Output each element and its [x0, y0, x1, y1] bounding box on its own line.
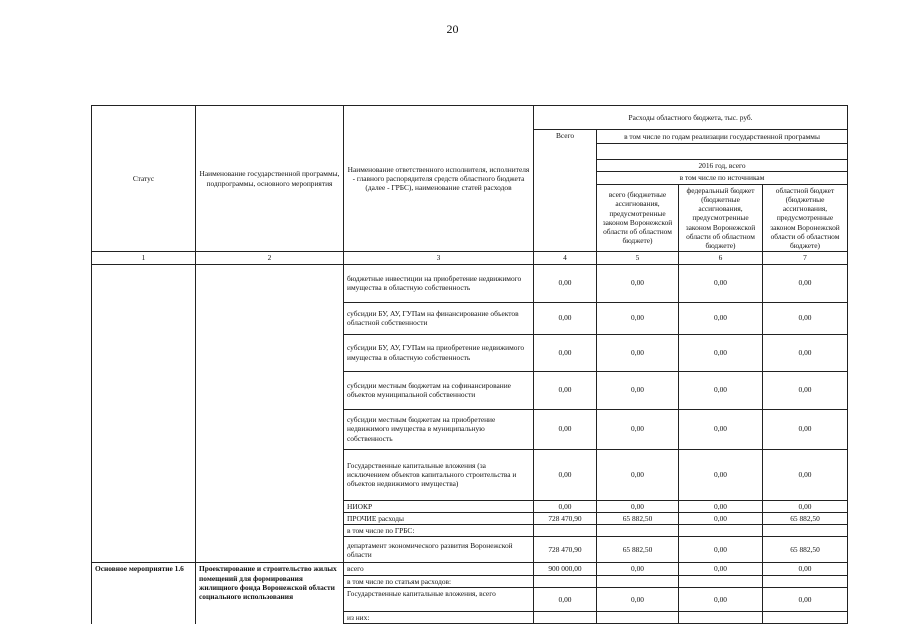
row-regional: 0,00	[763, 500, 848, 512]
header-program-name: Наименование государственной программы, подпрограммы, основного мероприятия	[196, 106, 344, 252]
row-all: 0,00	[597, 449, 679, 500]
row-federal	[679, 525, 763, 537]
row-name: субсидии местным бюджетам на приобретение недвижимого имущества в муниципальную собственность	[344, 409, 534, 449]
measure-row-total	[534, 575, 597, 587]
measure-row-name: всего	[344, 563, 534, 575]
row-regional: 65 882,50	[763, 537, 848, 563]
measure-row-total	[534, 611, 597, 623]
measure-row-regional: 0,00	[763, 587, 848, 611]
row-name: субсидии БУ, АУ, ГУПам на финансирование объектов областной собственности	[344, 302, 534, 334]
row-all: 0,00	[597, 409, 679, 449]
header-by-years: в том числе по годам реализации государственной программы	[597, 130, 848, 144]
row-all: 65 882,50	[597, 512, 679, 524]
header-source-regional: областной бюджет (бюджетные ассигнования, предусмотренные законом Воронежской области об областном бюджете)	[763, 184, 848, 252]
row-name: субсидии местным бюджетам на софинансирование объектов муниципальной собственности	[344, 371, 534, 409]
row-all: 0,00	[597, 500, 679, 512]
row-regional: 65 882,50	[763, 512, 848, 524]
row-name: Государственные капитальные вложения (за исключением объектов капитального строительства и объектов недвижимого имущества)	[344, 449, 534, 500]
measure-row-name: в том числе по статьям расходов:	[344, 575, 534, 587]
row-total: 0,00	[534, 334, 597, 371]
row-total: 0,00	[534, 409, 597, 449]
row-name: бюджетные инвестиции на приобретение недвижимого имущества в областную собственность	[344, 264, 534, 302]
row-all: 0,00	[597, 264, 679, 302]
measure-row-all: 0,00	[597, 587, 679, 611]
row-name: ПРОЧИЕ расходы	[344, 512, 534, 524]
row-federal: 0,00	[679, 409, 763, 449]
row-all: 0,00	[597, 334, 679, 371]
row-regional: 0,00	[763, 371, 848, 409]
measure-row-all: 0,00	[597, 563, 679, 575]
row-name: субсидии БУ, АУ, ГУПам на приобретение недвижимого имущества в областную собственность	[344, 334, 534, 371]
row-total: 0,00	[534, 371, 597, 409]
row-regional: 0,00	[763, 409, 848, 449]
row-total: 0,00	[534, 302, 597, 334]
row-federal: 0,00	[679, 334, 763, 371]
row-all: 0,00	[597, 302, 679, 334]
status-cell-empty	[92, 264, 196, 563]
measure-row-regional	[763, 611, 848, 623]
header-by-sources: в том числе по источникам	[597, 172, 848, 184]
row-regional: 0,00	[763, 302, 848, 334]
row-all	[597, 525, 679, 537]
measure-row-name: Государственные капитальные вложения, всего	[344, 587, 534, 611]
column-number: 7	[763, 252, 848, 264]
header-status: Статус	[92, 106, 196, 252]
measure-row-name: из них:	[344, 611, 534, 623]
row-federal: 0,00	[679, 449, 763, 500]
header-total: Всего	[534, 130, 597, 252]
measure-row-federal	[679, 611, 763, 623]
row-name: в том числе по ГРБС:	[344, 525, 534, 537]
row-federal: 0,00	[679, 371, 763, 409]
row-federal: 0,00	[679, 264, 763, 302]
row-federal: 0,00	[679, 512, 763, 524]
header-source-federal: федеральный бюджет (бюджетные ассигнования, предусмотренные законом Воронежской области об областном бюджете)	[679, 184, 763, 252]
row-total: 0,00	[534, 500, 597, 512]
header-source-all: всего (бюджетные ассигнования, предусмотренные законом Воронежской области об областном бюджете)	[597, 184, 679, 252]
row-total	[534, 525, 597, 537]
header-expenses: Расходы областного бюджета, тыс. руб.	[534, 106, 848, 130]
row-all: 65 882,50	[597, 537, 679, 563]
row-federal: 0,00	[679, 500, 763, 512]
measure-status: Основное мероприятие 1.6	[92, 563, 196, 624]
measure-row-all	[597, 575, 679, 587]
row-federal: 0,00	[679, 537, 763, 563]
column-number: 3	[344, 252, 534, 264]
measure-row-federal: 0,00	[679, 587, 763, 611]
row-regional: 0,00	[763, 334, 848, 371]
measure-row-federal: 0,00	[679, 563, 763, 575]
column-number: 2	[196, 252, 344, 264]
row-regional: 0,00	[763, 449, 848, 500]
column-number: 5	[597, 252, 679, 264]
row-all: 0,00	[597, 371, 679, 409]
measure-row-total: 0,00	[534, 587, 597, 611]
measure-row-federal	[679, 575, 763, 587]
program-cell-empty	[196, 264, 344, 563]
row-total: 728 470,90	[534, 512, 597, 524]
page-number: 20	[446, 22, 459, 36]
column-number: 1	[92, 252, 196, 264]
measure-row-total: 900 000,00	[534, 563, 597, 575]
column-number: 6	[679, 252, 763, 264]
row-name: департамент экономического развития Воронежской области	[344, 537, 534, 563]
header-spacer	[597, 144, 848, 160]
column-number: 4	[534, 252, 597, 264]
row-total: 0,00	[534, 449, 597, 500]
row-federal: 0,00	[679, 302, 763, 334]
measure-row-all	[597, 611, 679, 623]
header-executor: Наименование ответственного исполнителя, исполнителя - главного распорядителя средств областного бюджета (далее - ГРБС), наименование статей расходов	[344, 106, 534, 252]
measure-name: Проектирование и строительство жилых помещений для формирования жилищного фонда Воронежской области социального использования	[196, 563, 344, 624]
row-name: НИОКР	[344, 500, 534, 512]
row-total: 728 470,90	[534, 537, 597, 563]
measure-row-regional	[763, 575, 848, 587]
header-year: 2016 год, всего	[597, 160, 848, 172]
row-regional	[763, 525, 848, 537]
row-regional: 0,00	[763, 264, 848, 302]
budget-table	[91, 105, 848, 624]
measure-row-regional: 0,00	[763, 563, 848, 575]
row-total: 0,00	[534, 264, 597, 302]
